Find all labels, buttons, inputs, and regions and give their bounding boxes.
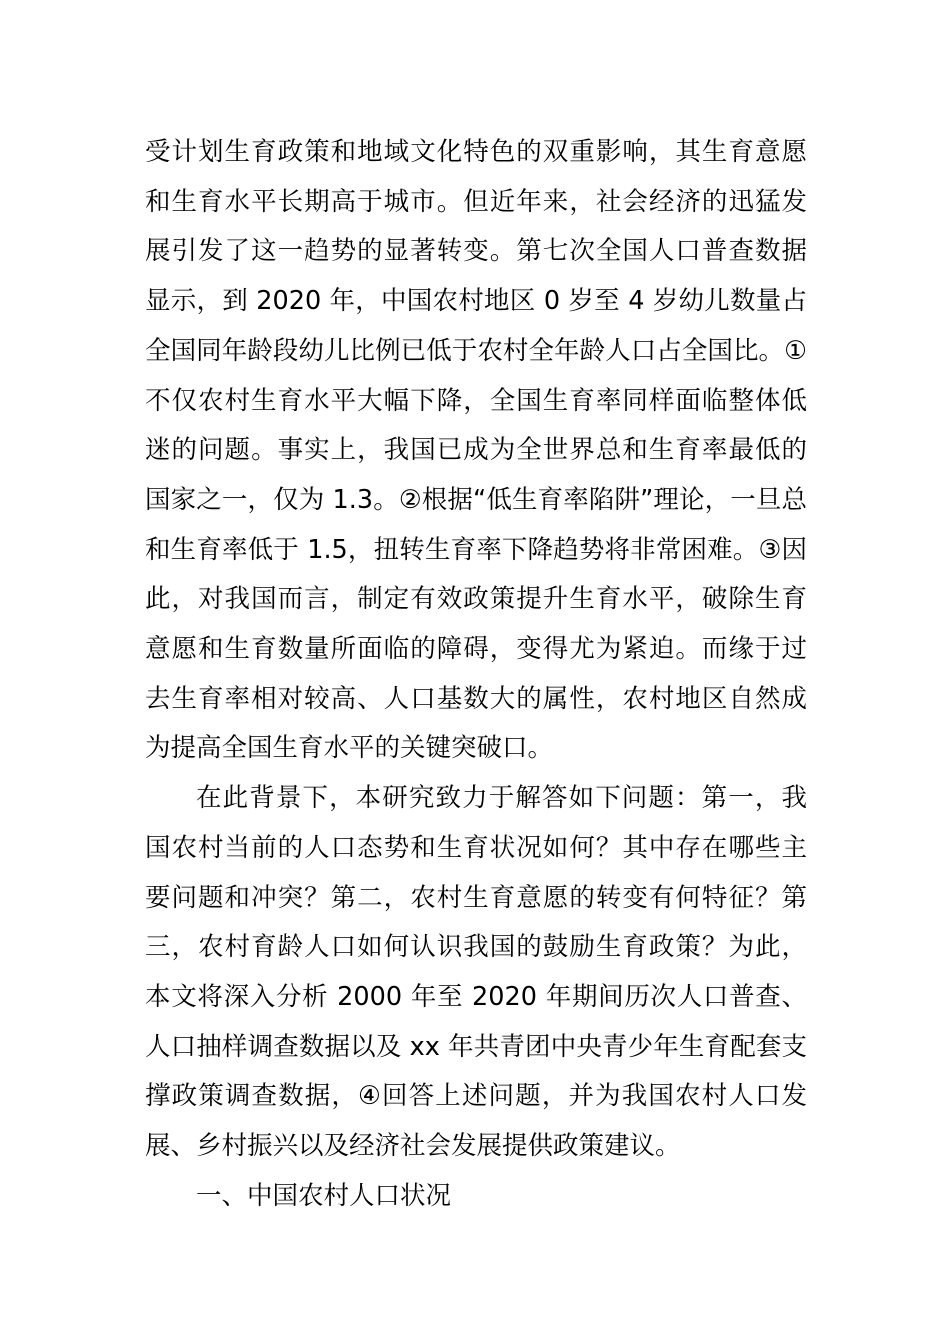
paragraph-research-questions: 在此背景下，本研究致力于解答如下问题：第一，我国农村当前的人口态势和生育状况如何？其中存在哪些主要问题和冲突？第二，农村生育意愿的转变有何特征？第三，农村育龄人口如何认识我国的鼓励生育政策？为此，本文将深入分析 2000 年至 2020 年期间历次人口普查、人口抽样调查数据以及 xx 年共青团中央青少年生育配套支撑政策调查数据，④回答上述问题，并为我国农村人口发展、乡村振兴以及经济社会发展提供政策建议。 [145, 783, 807, 1162]
document-body [145, 128, 807, 1221]
section-heading: 一、中国农村人口状况 [196, 1180, 452, 1211]
paragraph-continued: 受计划生育政策和地域文化特色的双重影响，其生育意愿和生育水平长期高于城市。但近年来，社会经济的迅猛发展引发了这一趋势的显著转变。第七次全国人口普查数据显示，到 2020 年，中国农村地区 0 岁至 4 岁幼儿数量占全国同年龄段幼儿比例已低于农村全年龄人口占全国比。①不仅农村生育水平大幅下降，全国生育率同样面临整体低迷的问题。事实上，我国已成为全世界总和生育率最低的国家之一，仅为 1.3。②根据“低生育率陷阱”理论，一旦总和生育率低于 1.5，扭转生育率下降趋势将非常困难。③因此，对我国而言，制定有效政策提升生育水平，破除生育意愿和生育数量所面临的障碍，变得尤为紧迫。而缘于过去生育率相对较高、人口基数大的属性，农村地区自然成为提高全国生育水平的关键突破口。 [145, 137, 807, 764]
